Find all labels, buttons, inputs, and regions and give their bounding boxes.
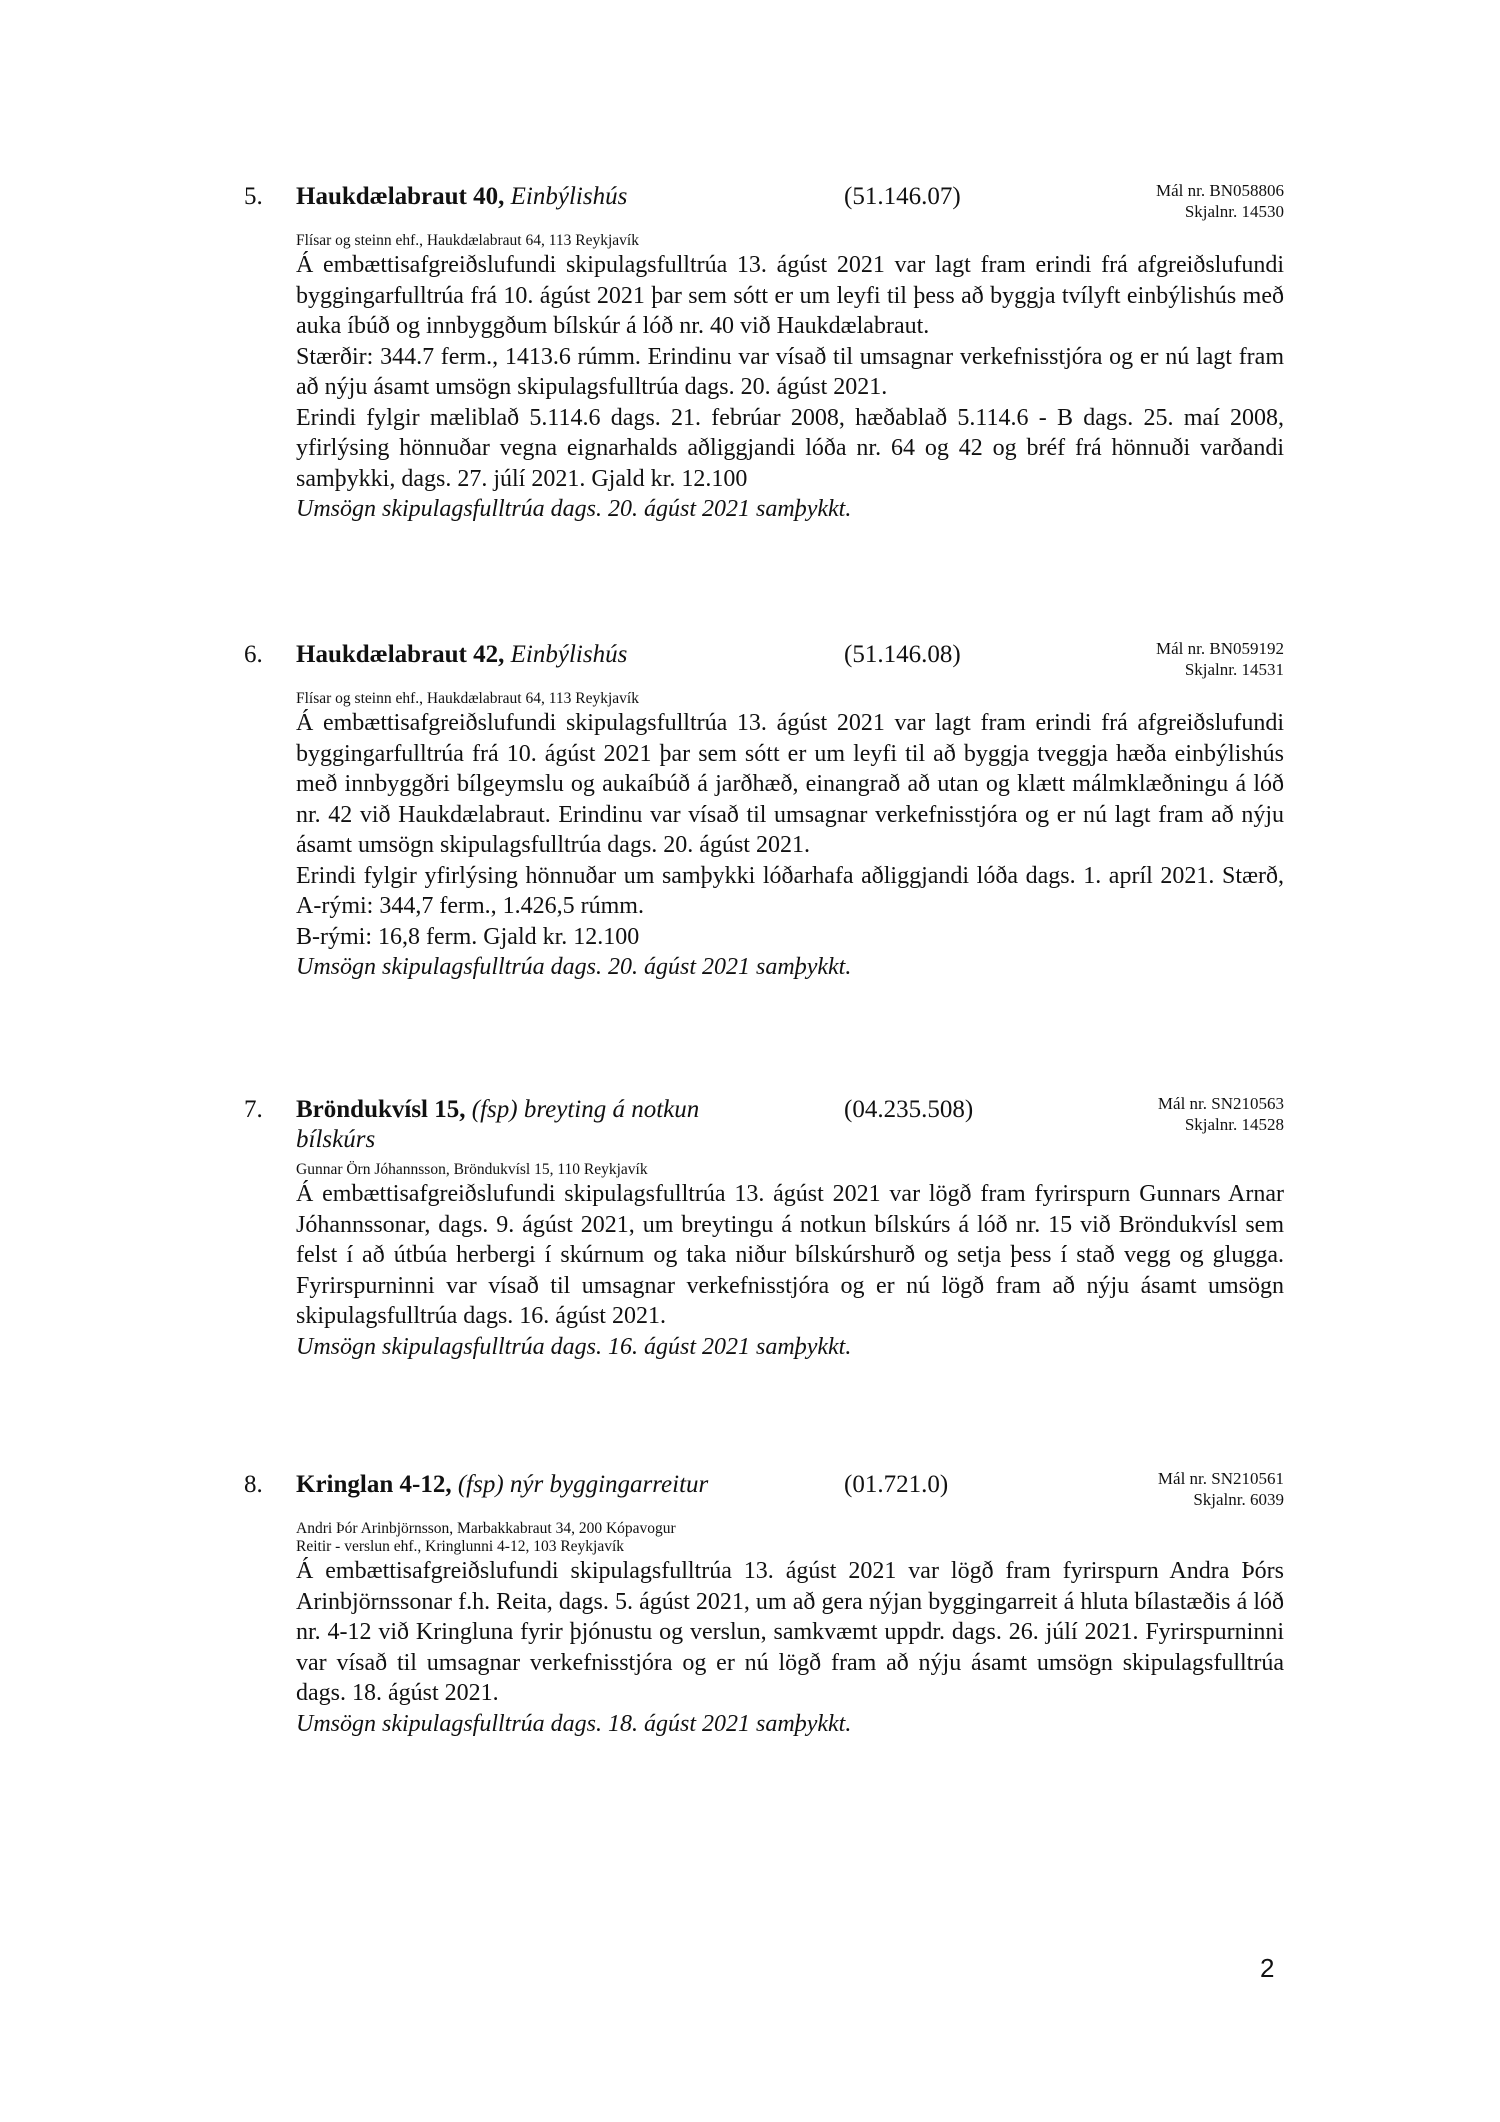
agenda-item-8 — [244, 1470, 1284, 1739]
item-body — [296, 250, 1284, 525]
applicant: Andri Þór Arinbjörnsson, Marbakkabraut 34, 200 Kópavogur — [296, 1520, 676, 1537]
item-description: (fsp) breyting á notkun bílskúrs — [296, 1096, 700, 1153]
item-reference — [1156, 638, 1284, 680]
item-conclusion: Umsögn skipulagsfulltrúa dags. 20. ágúst 2021 samþykkt. — [296, 496, 852, 522]
applicant: Flísar og steinn ehf., Haukdælabraut 64, 113 Reykjavík — [296, 232, 639, 249]
item-conclusion: Umsögn skipulagsfulltrúa dags. 16. ágúst 2021 samþykkt. — [296, 1333, 852, 1360]
agenda-item-5 — [244, 182, 1284, 525]
item-description: Einbýlishús — [510, 641, 628, 668]
item-title — [296, 1095, 776, 1155]
document-number: Skjalnr. 14531 — [1184, 660, 1284, 679]
item-body — [296, 1556, 1284, 1739]
item-street: Haukdælabraut 42, — [296, 641, 505, 668]
item-description: Einbýlishús — [510, 183, 628, 210]
item-conclusion: Umsögn skipulagsfulltrúa dags. 20. ágúst 2021 samþykkt. — [296, 954, 852, 980]
item-description: (fsp) nýr byggingarreitur — [457, 1471, 709, 1498]
case-number: Mál nr. BN059192 — [1156, 639, 1284, 658]
applicant: Flísar og steinn ehf., Haukdælabraut 64, 113 Reykjavík — [296, 690, 639, 707]
item-street: Haukdælabraut 40, — [296, 183, 505, 210]
item-street: Kringlan 4-12, — [296, 1471, 452, 1498]
item-paragraph: Stærðir: 344.7 ferm., 1413.6 rúmm. Erindinu var vísað til umsagnar verkefnisstjóra og er nú lagt fram að nýju ásamt umsögn skipulagsfulltrúa dags. 20. ágúst 2021. — [296, 343, 1284, 400]
item-lot-number: (04.235.508) — [844, 1096, 974, 1123]
item-title — [296, 182, 816, 212]
agenda-item-6 — [244, 640, 1284, 983]
item-paragraph: Á embættisafgreiðslufundi skipulagsfulltrúa 13. ágúst 2021 var lagt fram erindi frá afgreiðslufundi byggingarfulltrúa frá 10. ágúst 2021 þar sem sótt er um leyfi til að byggja tveggja hæða einbýlishús með innbyggðri bílgeymslu og aukaíbúð á jarðhæð, einangrað að utan og klætt málmklæðningu á lóð nr. 42 við Haukdælabraut. Erindinu var vísað til umsagnar verkefnisstjóra og er nú lagt fram að nýju ásamt umsögn skipulagsfulltrúa dags. 20. ágúst 2021. — [296, 710, 1284, 858]
case-number: Mál nr. SN210563 — [1157, 1094, 1284, 1113]
item-number: 6. — [244, 641, 263, 668]
item-title — [296, 640, 816, 670]
item-reference — [1158, 1093, 1284, 1135]
item-paragraph: Á embættisafgreiðslufundi skipulagsfulltrúa 13. ágúst 2021 var lögð fram fyrirspurn Andra Þórs Arinbjörnssonar f.h. Reita, dags. 5. ágúst 2021, um að gera nýjan byggingarreit á hluta bílastæðis á lóð nr. 4-12 við Kringluna fyrir þjónustu og verslun, samkvæmt uppdr. dags. 26. júlí 2021. Fyrirspurninni var vísað til umsagnar verkefnisstjóra og er nú lögð fram að nýju ásamt umsögn skipulagsfulltrúa dags. 18. ágúst 2021. — [296, 1558, 1284, 1706]
document-number: Skjalnr. 14528 — [1184, 1115, 1284, 1134]
item-lot-number: (51.146.07) — [844, 183, 961, 210]
item-conclusion: Umsögn skipulagsfulltrúa dags. 18. ágúst 2021 samþykkt. — [296, 1710, 852, 1737]
item-number: 8. — [244, 1471, 263, 1498]
applicant: Gunnar Örn Jóhannsson, Bröndukvísl 15, 110 Reykjavík — [296, 1161, 648, 1178]
case-number: Mál nr. BN058806 — [1156, 181, 1284, 200]
item-lot-number: (51.146.08) — [844, 641, 961, 668]
item-body — [296, 1179, 1284, 1362]
case-number: Mál nr. SN210561 — [1157, 1469, 1284, 1488]
agenda-item-7 — [244, 1095, 1284, 1362]
document-number: Skjalnr. 14530 — [1184, 202, 1284, 221]
item-paragraph: Á embættisafgreiðslufundi skipulagsfulltrúa 13. ágúst 2021 var lagt fram erindi frá afgreiðslufundi byggingarfulltrúa frá 10. ágúst 2021 þar sem sótt er um leyfi til þess að byggja tvílyft einbýlishús með auka íbúð og innbyggðum bílskúr á lóð nr. 40 við Haukdælabraut. — [296, 252, 1284, 339]
item-paragraph: Erindi fylgir yfirlýsing hönnuðar um samþykki lóðarhafa aðliggjandi lóða dags. 1. apríl 2021. Stærð, A-rými: 344,7 ferm., 1.426,5 rúmm. — [296, 862, 1284, 919]
item-lot-number: (01.721.0) — [844, 1471, 949, 1498]
applicant: Reitir - verslun ehf., Kringlunni 4-12, 103 Reykjavík — [296, 1538, 625, 1555]
page-number: 2 — [1260, 1953, 1275, 1983]
item-number: 7. — [244, 1096, 263, 1123]
item-title — [296, 1470, 816, 1500]
item-paragraph: B-rými: 16,8 ferm. Gjald kr. 12.100 — [296, 923, 640, 950]
item-paragraph: Erindi fylgir mæliblað 5.114.6 dags. 21. febrúar 2008, hæðablað 5.114.6 - B dags. 25. maí 2008, yfirlýsing hönnuðar vegna eignarhalds aðliggjandi lóða nr. 64 og 42 og bréf frá hönnuði varðandi samþykki, dags. 27. júlí 2021. Gjald kr. 12.100 — [296, 404, 1284, 492]
item-street: Bröndukvísl 15, — [296, 1096, 466, 1123]
item-reference — [1158, 1468, 1284, 1510]
item-number: 5. — [244, 183, 263, 210]
item-paragraph: Á embættisafgreiðslufundi skipulagsfulltrúa 13. ágúst 2021 var lögð fram fyrirspurn Gunnars Arnar Jóhannssonar, dags. 9. ágúst 2021, um breytingu á notkun bílskúrs á lóð nr. 15 við Bröndukvísl sem felst í að útbúa herbergi í skúrnum og taka niður bílskúrshurð og setja þess í stað vegg og glugga. Fyrirspurninni var vísað til umsagnar verkefnisstjóra og er nú lögð fram að nýju ásamt umsögn skipulagsfulltrúa dags. 16. ágúst 2021. — [296, 1181, 1284, 1329]
document-number: Skjalnr. 6039 — [1193, 1490, 1284, 1509]
item-body — [296, 708, 1284, 983]
item-reference — [1156, 180, 1284, 222]
